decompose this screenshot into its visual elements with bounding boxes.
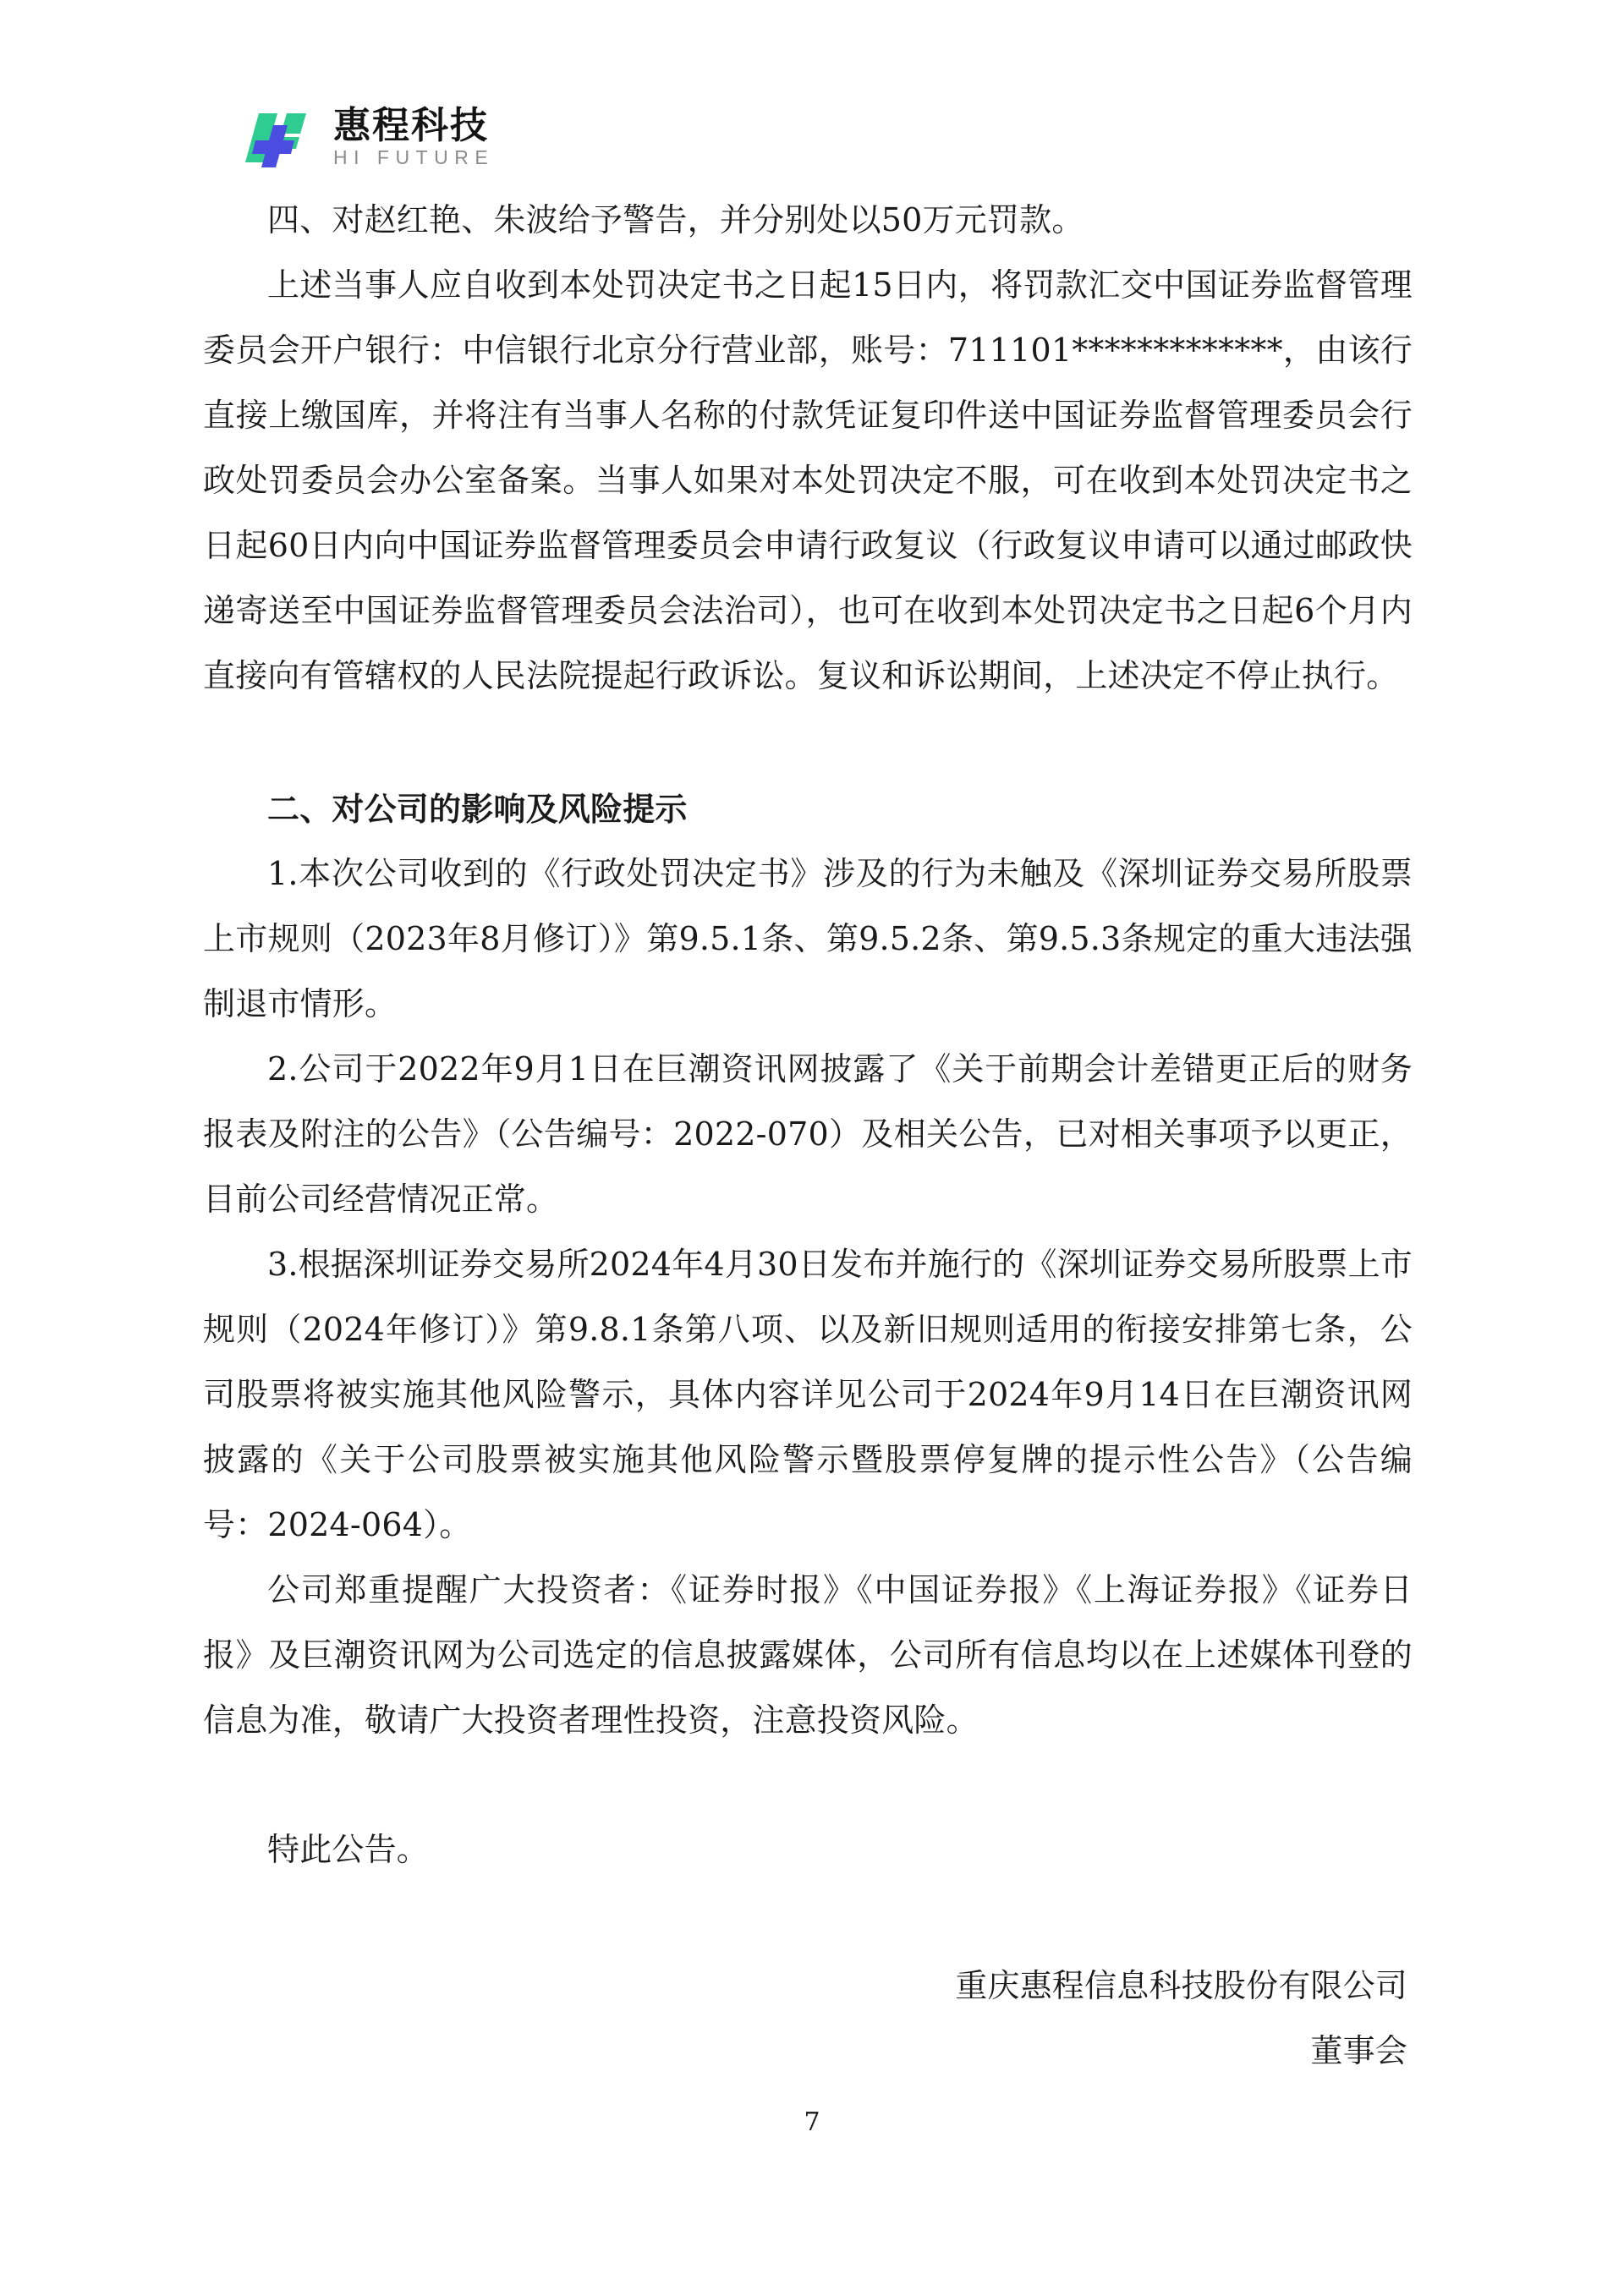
paragraph-payment-and-appeal: 上述当事人应自收到本处罚决定书之日起15日内，将罚款汇交中国证券监督管理委员会开户银行：中信银行北京分行营业部，账号：711101*************，由该行直接上缴国库，并将注有当事人名称的付款凭证复印件送中国证券监督管理委员会行政处罚委员会办公室备案。当事人如果对本处罚决定不服，可在收到本处罚决定书之日起60日内向中国证券监督管理委员会申请行政复议（行政复议申请可以通过邮政快递寄送至中国证券监督管理委员会法治司），也可在收到本处罚决定书之日起6个月内直接向有管辖权的人民法院提起行政诉讼。复议和诉讼期间，上述决定不停止执行。 [203,266,1413,694]
paragraph-point-3: 3.根据深圳证券交易所2024年4月30日发布并施行的《深圳证券交易所股票上市规则（2024年修订）》第9.8.1条第八项、以及新旧规则适用的衔接安排第七条，公司股票将被实施其他风险警示，具体内容详见公司于2024年9月14日在巨潮资讯网披露的《关于公司股票被实施其他风险警示暨股票停复牌的提示性公告》（公告编号：2024-064）。 [203,1246,1413,1543]
paragraph-investor-notice: 公司郑重提醒广大投资者：《证券时报》《中国证券报》《上海证券报》《证券日报》及巨潮资讯网为公司选定的信息披露媒体，公司所有信息均以在上述媒体刊登的信息为准，敬请广大投资者理性投资，注意投资风险。 [203,1571,1413,1739]
document-body [203,188,1413,2084]
logo-wordmark [333,107,494,167]
company-logo-header [233,103,494,171]
section-heading-two: 二、对公司的影响及风险提示 [267,790,688,828]
logo-chinese-name: 惠程科技 [333,105,489,147]
paragraph-point-2: 2.公司于2022年9月1日在巨潮资讯网披露了《关于前期会计差错更正后的财务报表及附注的公告》（公告编号：2022-070）及相关公告，已对相关事项予以更正，目前公司经营情况正常。 [203,1050,1413,1218]
hi-future-logo-mark-icon [233,103,315,171]
paragraph-point-1: 1.本次公司收到的《行政处罚决定书》涉及的行为未触及《深圳证券交易所股票上市规则（2023年8月修订）》第9.5.1条、第9.5.2条、第9.5.3条规定的重大违法强制退市情形。 [203,855,1413,1022]
signature-issuer: 董事会 [1310,2032,1407,2069]
signature-block [203,1954,1413,2084]
page-number: 7 [804,2107,820,2137]
spacer-before-section-two [203,709,1413,776]
spacer-before-signature [203,1882,1413,1950]
paragraph-closing: 特此公告。 [267,1831,430,1868]
spacer-before-closing [203,1753,1413,1817]
paragraph-item-four: 四、对赵红艳、朱波给予警告，并分别处以50万元罚款。 [267,201,1084,238]
logo-english-name: HI FUTURE [333,145,495,168]
signature-company-name: 重庆惠程信息科技股份有限公司 [955,1967,1407,2004]
